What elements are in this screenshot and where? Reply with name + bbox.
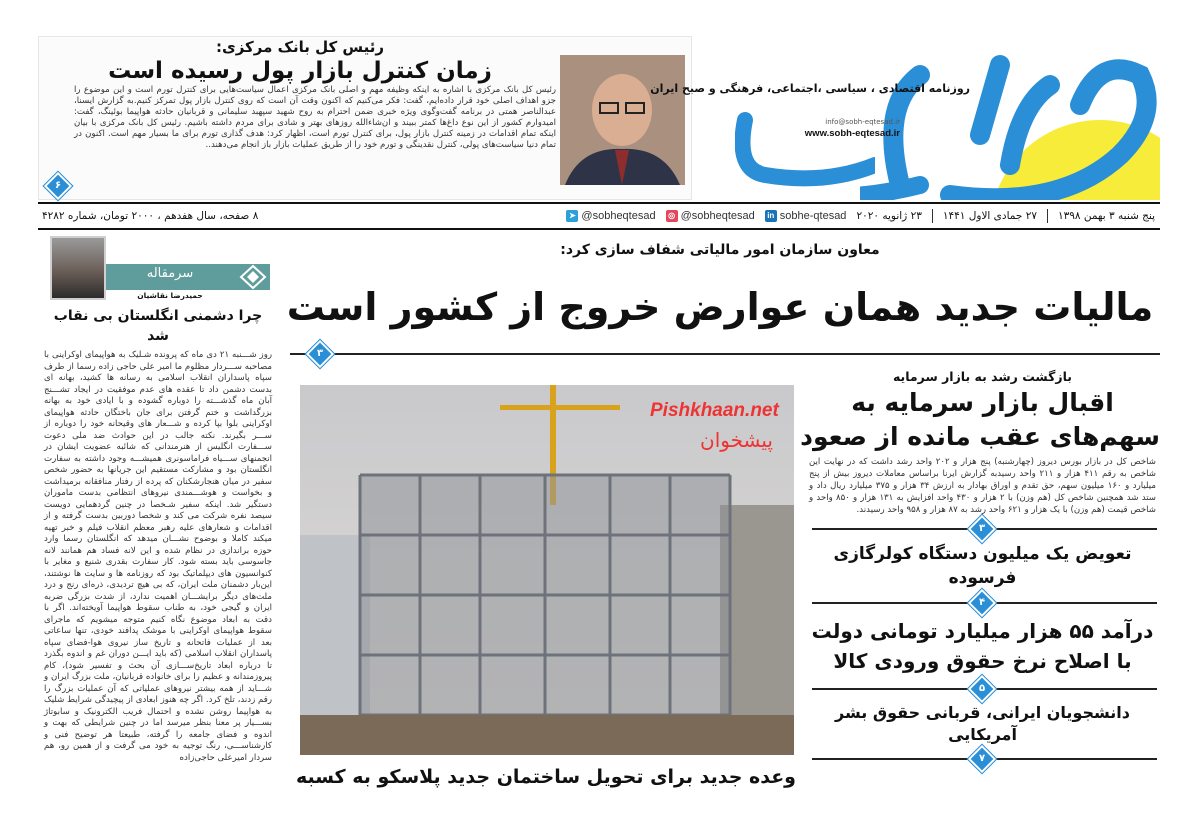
editorial <box>44 306 272 764</box>
section-separator <box>805 746 1160 772</box>
editorial-author: حمیدرضا نقاشیان <box>137 291 203 300</box>
side-story-headline[interactable]: تعویض یک میلیون دستگاه کولرگازی فرسوده <box>833 544 1132 588</box>
issue-info: ۸ صفحه، سال هفدهم ، ۲۰۰۰ تومان، شماره ۴۲۸۲ <box>42 210 259 222</box>
telegram-icon: ➤ <box>566 210 578 222</box>
date-hijri: ۲۷ جمادی الاول ۱۴۴۱ <box>942 210 1037 222</box>
headline-line: با اصلاح نرخ حقوق ورودی کالا <box>833 649 1132 673</box>
watermark-brand: پیشخوان <box>700 428 773 452</box>
page-badge[interactable]: ۵ <box>968 675 996 703</box>
editorial-body: روز شـــنبه ۲۱ دی ماه که پرونده شـلیک به هواپیمای اوکراینی با مصاحبه ســـردار مظلوم ما امیر علی حاجی زاده رسما از طرف سپاه پاسداران انقلاب اسلامی به رسانه ها کشید، بهانه ای بدست دشمن داد تا عقده های عدم موفقیت در ایجاد تشـــنج آبان ماه گذشـــته را دوباره گشوده و با ایادی خود به بهانه بزرگداشت و ختم گرفتن برای جان باختگان حادثه هواپیمای اوکراینی بلوا بپا کرده و شـــعار های وقیحانه خود را دوباره از ســـر بگیرند. نکته جالب در این حوادث ضد ملی دعوت ســـفارت انگلیس از هنرمندانی که شائبه عضویت ایشان در انجمنهای ســـیاه فراماسونری همیشـــه وجود داشته به سفارت انگلستان بود و مشارکت مستقیم این جریانها به حضور شخص سفیر در میان هنجارشکنان که پرده از رفتار منافقانه برمیداشت و بخواست و هوشـــمندی نیروهای انتظامی بدست ماموران دستگیر شد. اینکه سفیر شـخصا در چنین گردهمایی دویست سیصد نفره شرکت می کند و شخصا دوربین بدست گرفته و از اقدامات و شعارهای علیه رهبر معظم انقلاب فیلم و خبر تهیه میکند کاملا و بوضوح نشـــان میدهد که انگلستان رسما وارد حوزه براندازی در نظام شده و این لانه فساد هم همانند لانه جاسوسی باید بسته شود. کار سفارت بقدری شنیع و مغایر با کنوانسیون های دیپلماتیک بود که روزنامه ها و سایت ها نوشتند، این‌بار دشمنان ملت ایران، که بی هیچ تردیدی، ذره‌ای رنج و درد ملت‌های دیگر برایشـــان اهمیت ندارد، از شدت بزرگی ضربه ایران و گیجی خود، به طناب سقوط هواپیما آویخته‌اند. اگر با دقت به ابعاد موضوع نگاه کنیم متوجه میشویم که ماجرای سقوط هواپیمای اوکراینی با موشک پدافند خودی، تنها ساعاتی بعد از عملیات فاتحانه و تاریخ ساز نیروی هوا-فضای سپاه پاسداران انقلاب اسلامی (که باید ایـــن دوران غم و اندوه بگذرد تا درباره ابعاد تاریخ‌ســـازی آن بحث و تفسیر شود)، کام پیروزمندانه و عظیم را برای خانواده قربانیان، ملت بزرگ ایران و شـــاید از همه بیشتر نیروهای عملیاتی که آن عملیات بزرگ را رقم زدند، تلخ کرد. اگر چه هنوز ابعادی از پیچیدگی شرایط شلیک به هواپیما روشن نشده و احتمال فریب الکترونیک و سابوتاژ بســـیار پر معنا بنظر میرسد اما در چنین شرایطی که بهت و اندوه و فضای جامعه را گرفته، طبیعتا هر توضیح فنی و کارشناســـی، رنگ توجیه به خود می گرفت و از همین رو، هم سردار امیرعلی حاجی‌زاده <box>44 350 273 763</box>
section-separator <box>805 516 1160 542</box>
main-story-kicker: معاون سازمان امور مالیاتی شفاف سازی کرد: <box>560 242 880 258</box>
logo <box>860 45 1160 200</box>
telegram-link[interactable]: ➤ @sobheqtesad <box>566 210 655 222</box>
masthead-website[interactable]: www.sobh-eqtesad.ir <box>804 128 900 139</box>
masthead-tagline: روزنامه اقتصادی ، سیاسی ،اجتماعی، فرهنگی و صبح ایران <box>650 82 970 95</box>
instagram-link[interactable]: ◎ @sobheqtesad <box>666 210 755 222</box>
top-story-headline[interactable]: زمان کنترل بازار پول رسیده است <box>108 58 492 84</box>
date-bar <box>38 202 1160 230</box>
divider <box>290 353 1160 355</box>
date-persian: پنج شنبه ۳ بهمن ۱۳۹۸ <box>1057 210 1155 222</box>
market-story-body: شاخص کل در بازار بورس دیروز (چهارشنبه) پنج هزار و ۲۰۲ واحد رشد داشت که در نهایت این شاخص به رقم ۴۱۱ هزار و ۲۱۱ واحد رسیدبه گزارش ایرنا براساس معاملات دیروز بیش از پنج میلیارد و ۱۶۰ میلیون سهم، حق تقدم و اوراق بهادار به ارزش ۳۴ هزار و ۳۷۵ میلیارد ریال داد و ستد شد همچنین شاخص کل (هم وزن) با ۲ هزار و ۴۳۰ واحد افزایش به ۱۳۱ هزار و ۸۵۰ واحد و شاخص قیمت (هم وزن) با یک هزار و ۶۲۱ واحد رشد به ۸۷ هزار و ۹۵۸ واحد رسیدند. <box>809 457 1157 515</box>
market-story-headline[interactable] <box>800 386 1160 454</box>
editorial-section-title: سرمقاله <box>146 266 194 281</box>
date-gregorian: ۲۳ ژانویه ۲۰۲۰ <box>856 210 922 222</box>
page-badge[interactable]: ۷ <box>968 745 996 773</box>
right-column <box>800 368 1160 772</box>
top-story-kicker: رئیس کل بانک مرکزی: <box>215 38 385 56</box>
author-photo <box>50 236 106 300</box>
governor-photo <box>560 55 685 185</box>
top-story <box>44 38 556 151</box>
page-badge[interactable]: ۳ <box>306 340 334 368</box>
headline-line: اقبال بازار سرمایه به <box>851 388 1114 417</box>
section-separator <box>805 676 1160 702</box>
section-separator <box>805 590 1160 616</box>
headline-line: درآمد ۵۵ هزار میلیارد تومانی دولت <box>811 619 1154 643</box>
page-badge[interactable]: ۳ <box>968 515 996 543</box>
headline-line: سهم‌های عقب مانده از صعود <box>800 422 1160 451</box>
linkedin-icon: in <box>765 210 777 222</box>
page-badge[interactable]: ۴ <box>968 589 996 617</box>
market-story-kicker: بازگشت رشد به بازار سرمایه <box>892 369 1073 384</box>
side-story-headline[interactable]: دانشجویان ایرانی، قربانی حقوق بشر آمریکایی <box>835 703 1130 744</box>
linkedin-link[interactable]: in sobhe-qtesad <box>765 210 847 222</box>
masthead-email[interactable]: info@sobh-eqtesad.ir <box>825 118 900 126</box>
instagram-icon: ◎ <box>666 210 678 222</box>
main-story-headline[interactable]: مالیات جدید همان عوارض خروج از کشور است <box>286 285 1154 329</box>
editorial-headline[interactable]: چرا دشمنی انگلستان بی نقاب شد <box>44 306 272 350</box>
top-story-body: رئیس کل بانک مرکزی با اشاره به اینکه وظیفه مهم و اصلی بانک مرکزی اعمال سیاست‌هایی برای کنترل تورم است و این موضوع را جزو اهداف اصلی خود قرار داده‌ایم، گفت: فکر می‌کنیم که اکنون وقت آن است که روی کنترل بازار پول تمرکز کنیم.به گزارش ایسنا، عبدالناصر همتی در برنامه گفت‌وگوی ویژه خبری ضمن احترام به روح شهید سپهبد سلیمانی و قربانیان حادثه هواپیما بوئینگ، گفت: امیدوارم کشور از این نوع داغ‌ها کمتر ببیند و ان‌شاءالله روزهای بهتر و شادی برای مردم داشته باشیم. رئیس کل بانک مرکزی با بیان اینکه تمام اقدامات در زمینه کنترل بازار پول، برای کنترل تورم است، اظهار کرد: هدف گذاری تورم برای ما بسیار مهم است. اکنون در تمام دنیا سیاست‌های پولی، کنترل نقدینگی و تورم خود را از طریق عملیات بازار باز انجام می‌دهند.. <box>74 85 556 150</box>
side-story-headline[interactable] <box>805 616 1160 676</box>
photo-caption[interactable]: وعده جدید برای تحویل ساختمان جدید پلاسکو به کسبه <box>295 766 796 788</box>
diamond-icon <box>236 264 270 290</box>
page-badge[interactable]: ۶ <box>44 172 72 200</box>
watermark-site: Pishkhaan.net <box>650 400 779 421</box>
portrait-image <box>560 55 685 185</box>
